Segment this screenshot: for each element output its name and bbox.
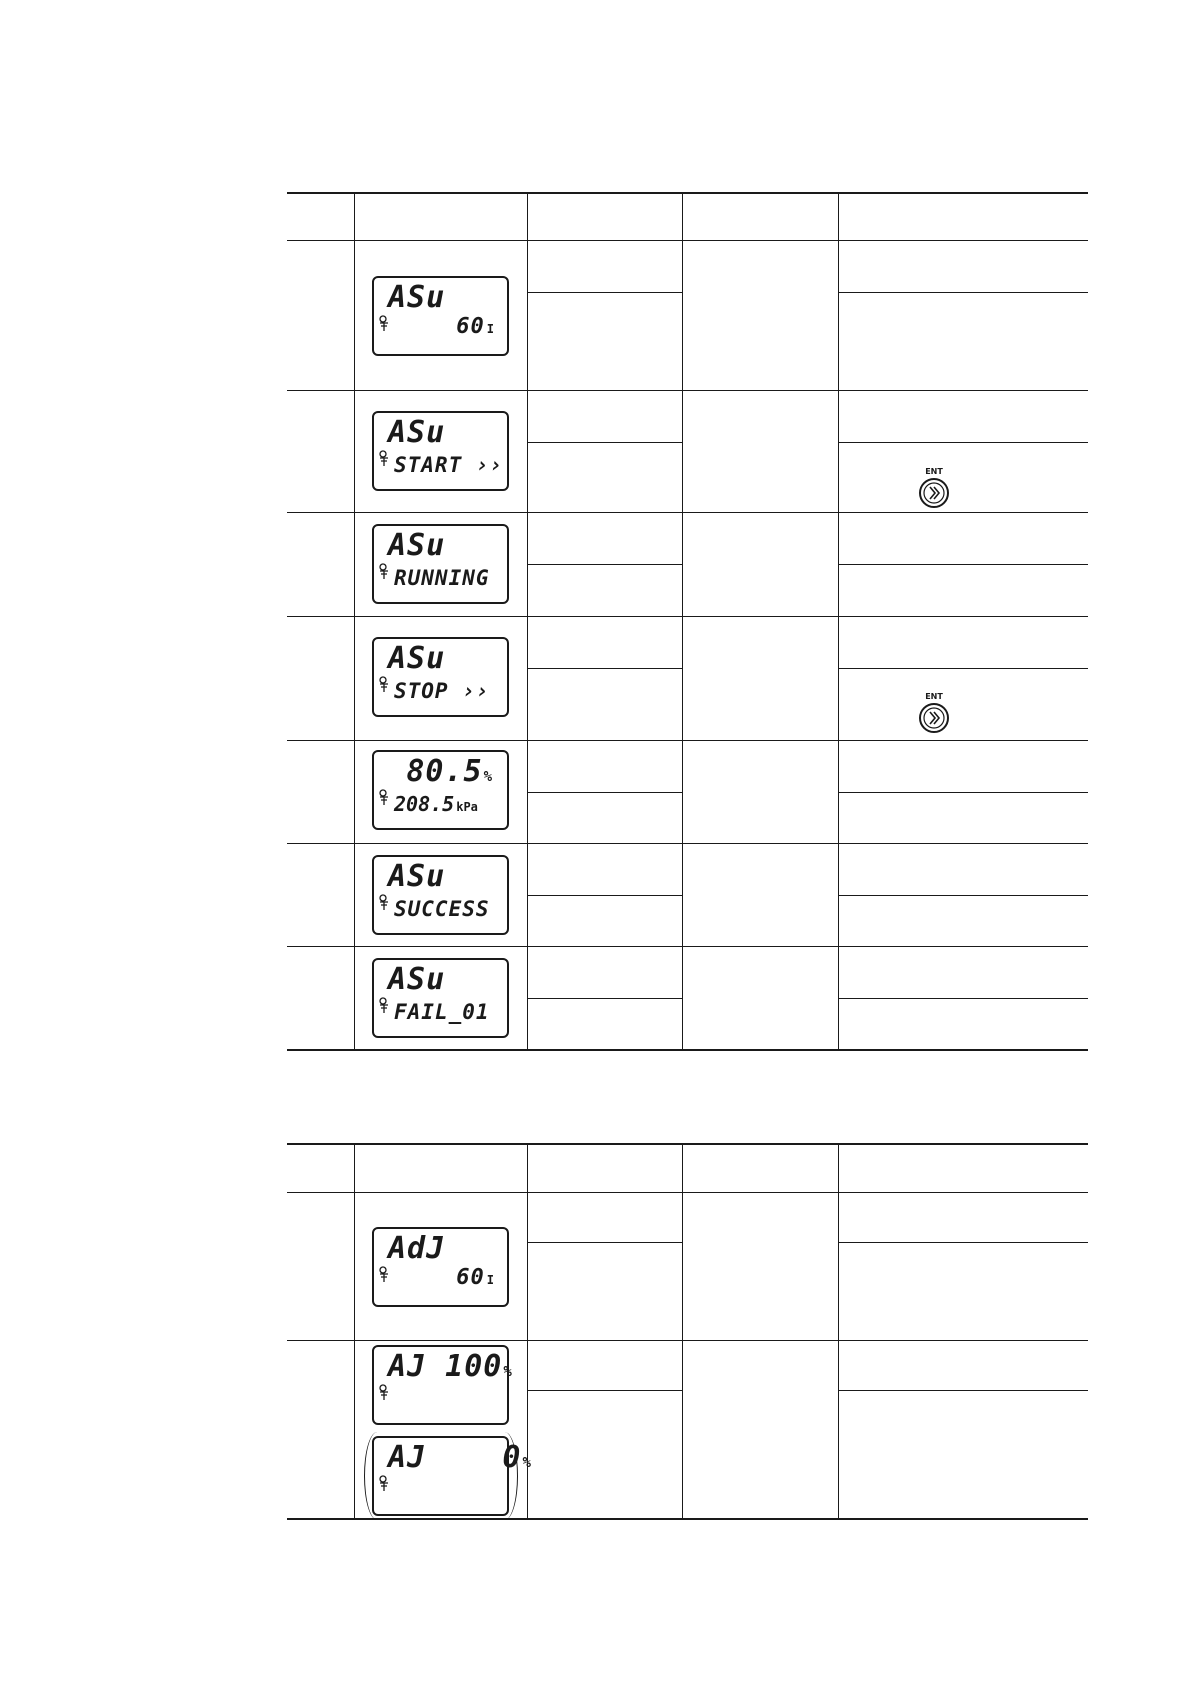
- lcd-sub-text: SUCCESS: [394, 897, 490, 921]
- lcd-display: [372, 276, 509, 356]
- lcd-sub-text: 208.5 kPa: [394, 792, 478, 816]
- valve-icon: [378, 562, 392, 580]
- sub-row-divider: [838, 895, 1088, 896]
- sub-row-divider: [838, 668, 1088, 669]
- row-divider: [287, 740, 1088, 741]
- lcd-display: [372, 411, 509, 491]
- lcd-main-text: ASu: [388, 528, 446, 563]
- row-divider: [287, 390, 1088, 391]
- lcd-main-text: AJ 0%: [388, 1440, 532, 1475]
- sub-row-divider: [527, 564, 682, 565]
- lcd-sub-text: RUNNING: [394, 566, 490, 590]
- sub-row-divider: [527, 442, 682, 443]
- table-2-top-rule: [287, 1143, 1088, 1145]
- lcd-main-text: ASu: [388, 415, 446, 450]
- sub-row-divider: [527, 1390, 682, 1391]
- row-divider: [287, 512, 1088, 513]
- valve-icon: [378, 1383, 392, 1401]
- valve-icon: [378, 1265, 392, 1283]
- sub-row-divider: [527, 1242, 682, 1243]
- column-divider: [354, 1144, 355, 1519]
- lcd-display: [372, 1227, 509, 1307]
- sub-row-divider: [838, 292, 1088, 293]
- ent-label: ENT: [925, 692, 943, 701]
- valve-icon: [378, 675, 392, 693]
- valve-icon: [378, 314, 392, 332]
- lcd-display: [372, 524, 509, 604]
- lcd-display: [372, 855, 509, 935]
- table-1-header-rule: [287, 240, 1088, 241]
- column-divider: [354, 193, 355, 1050]
- valve-icon: [378, 449, 392, 467]
- lcd-main-text: ASu: [388, 280, 446, 315]
- sub-row-divider: [838, 564, 1088, 565]
- column-divider: [838, 1144, 839, 1519]
- lcd-main-text: ASu: [388, 859, 446, 894]
- column-divider: [838, 193, 839, 1050]
- sub-row-divider: [527, 895, 682, 896]
- table-2-header-rule: [287, 1192, 1088, 1193]
- lcd-display: [372, 1345, 513, 1425]
- lcd-main-text: AdJ: [388, 1231, 446, 1266]
- lcd-display: [372, 637, 509, 717]
- sub-row-divider: [527, 292, 682, 293]
- row-divider: [287, 616, 1088, 617]
- lcd-sub-text: STOP ››: [394, 679, 490, 703]
- table-1-bottom-rule: [287, 1049, 1088, 1051]
- lcd-main-text: 80.5%: [406, 754, 493, 789]
- sub-row-divider: [838, 442, 1088, 443]
- column-divider: [682, 1144, 683, 1519]
- sub-row-divider: [838, 792, 1088, 793]
- lcd-sub-text: 60 I: [456, 1265, 495, 1290]
- column-divider: [527, 193, 528, 1050]
- lcd-main-text: AJ 100%: [388, 1349, 513, 1384]
- lcd-display: [372, 750, 509, 830]
- sub-row-divider: [838, 998, 1088, 999]
- ent-button-icon: [918, 466, 950, 510]
- row-divider: [287, 843, 1088, 844]
- valve-icon: [378, 893, 392, 911]
- row-divider: [287, 1340, 1088, 1341]
- ent-button-icon: [918, 691, 950, 735]
- valve-icon: [378, 996, 392, 1014]
- lcd-sub-text: FAIL_01: [394, 1000, 490, 1024]
- sub-row-divider: [838, 1390, 1088, 1391]
- sub-row-divider: [527, 998, 682, 999]
- lcd-sub-text: START ››: [394, 453, 504, 477]
- sub-row-divider: [527, 668, 682, 669]
- sub-row-divider: [527, 792, 682, 793]
- valve-icon: [378, 1474, 392, 1492]
- ent-label: ENT: [925, 467, 943, 476]
- lcd-sub-text: 60 I: [456, 314, 495, 339]
- lcd-main-text: ASu: [388, 962, 446, 997]
- row-divider: [287, 946, 1088, 947]
- table-1-top-rule: [287, 192, 1088, 194]
- lcd-main-text: ASu: [388, 641, 446, 676]
- lcd-display: [372, 1436, 532, 1516]
- lcd-display: [372, 958, 509, 1038]
- column-divider: [682, 193, 683, 1050]
- valve-icon: [378, 788, 392, 806]
- sub-row-divider: [838, 1242, 1088, 1243]
